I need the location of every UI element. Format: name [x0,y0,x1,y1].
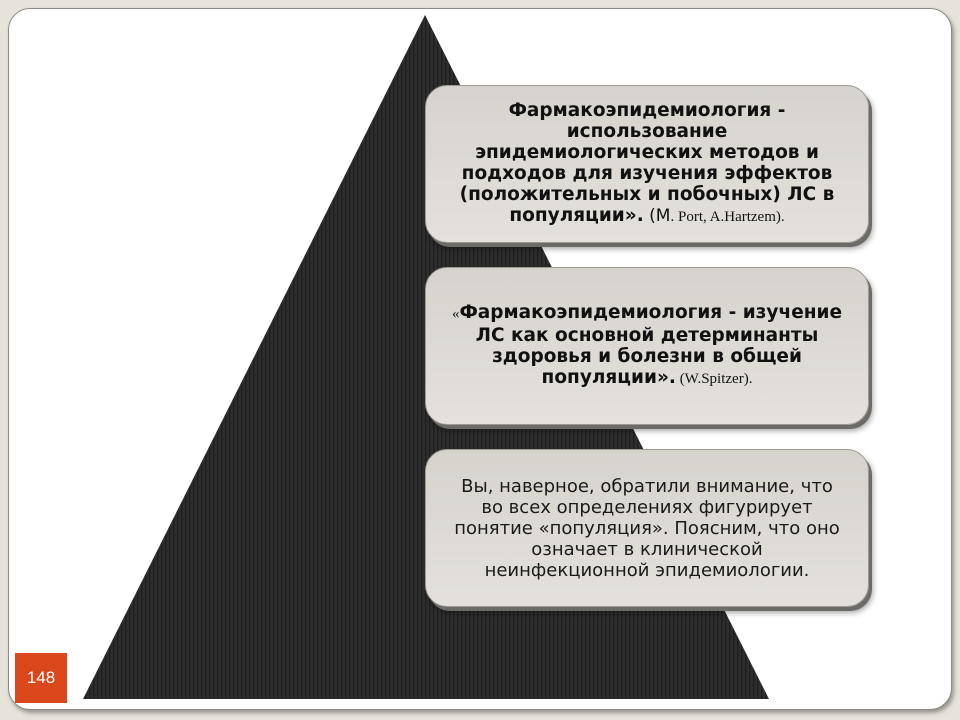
definition-text-1 [452,100,842,228]
citation-2-authors: (W.Spitzer). [675,371,753,387]
definition-box-port-hartzem [425,85,869,243]
citation-1-lead: (М [643,206,671,226]
definition-2-body: Фармакоэпидемиология - изучение ЛС как основной детерминанты здоровья и болезни в общей популяции». [459,302,843,388]
population-note-text: Вы, наверное, обратили внимание, что во всех определениях фигурирует понятие «популяция». Поясним, что оно означает в клинической неинфекционной эпидемиологии. [454,475,840,581]
population-note-box [425,449,869,607]
definition-text-2 [448,302,846,390]
slide-frame [8,8,952,710]
page-number-badge: 148 [15,653,67,703]
definition-box-spitzer [425,267,869,425]
definition-1-body: Фармакоэпидемиология - использование эпидемиологических методов и подходов для изучения эффектов (положительных и побочных) ЛС в популяции». [459,100,835,226]
citation-1-authors: . Port, A.Hartzem). [670,209,785,225]
open-quote-mark: « [451,306,460,322]
